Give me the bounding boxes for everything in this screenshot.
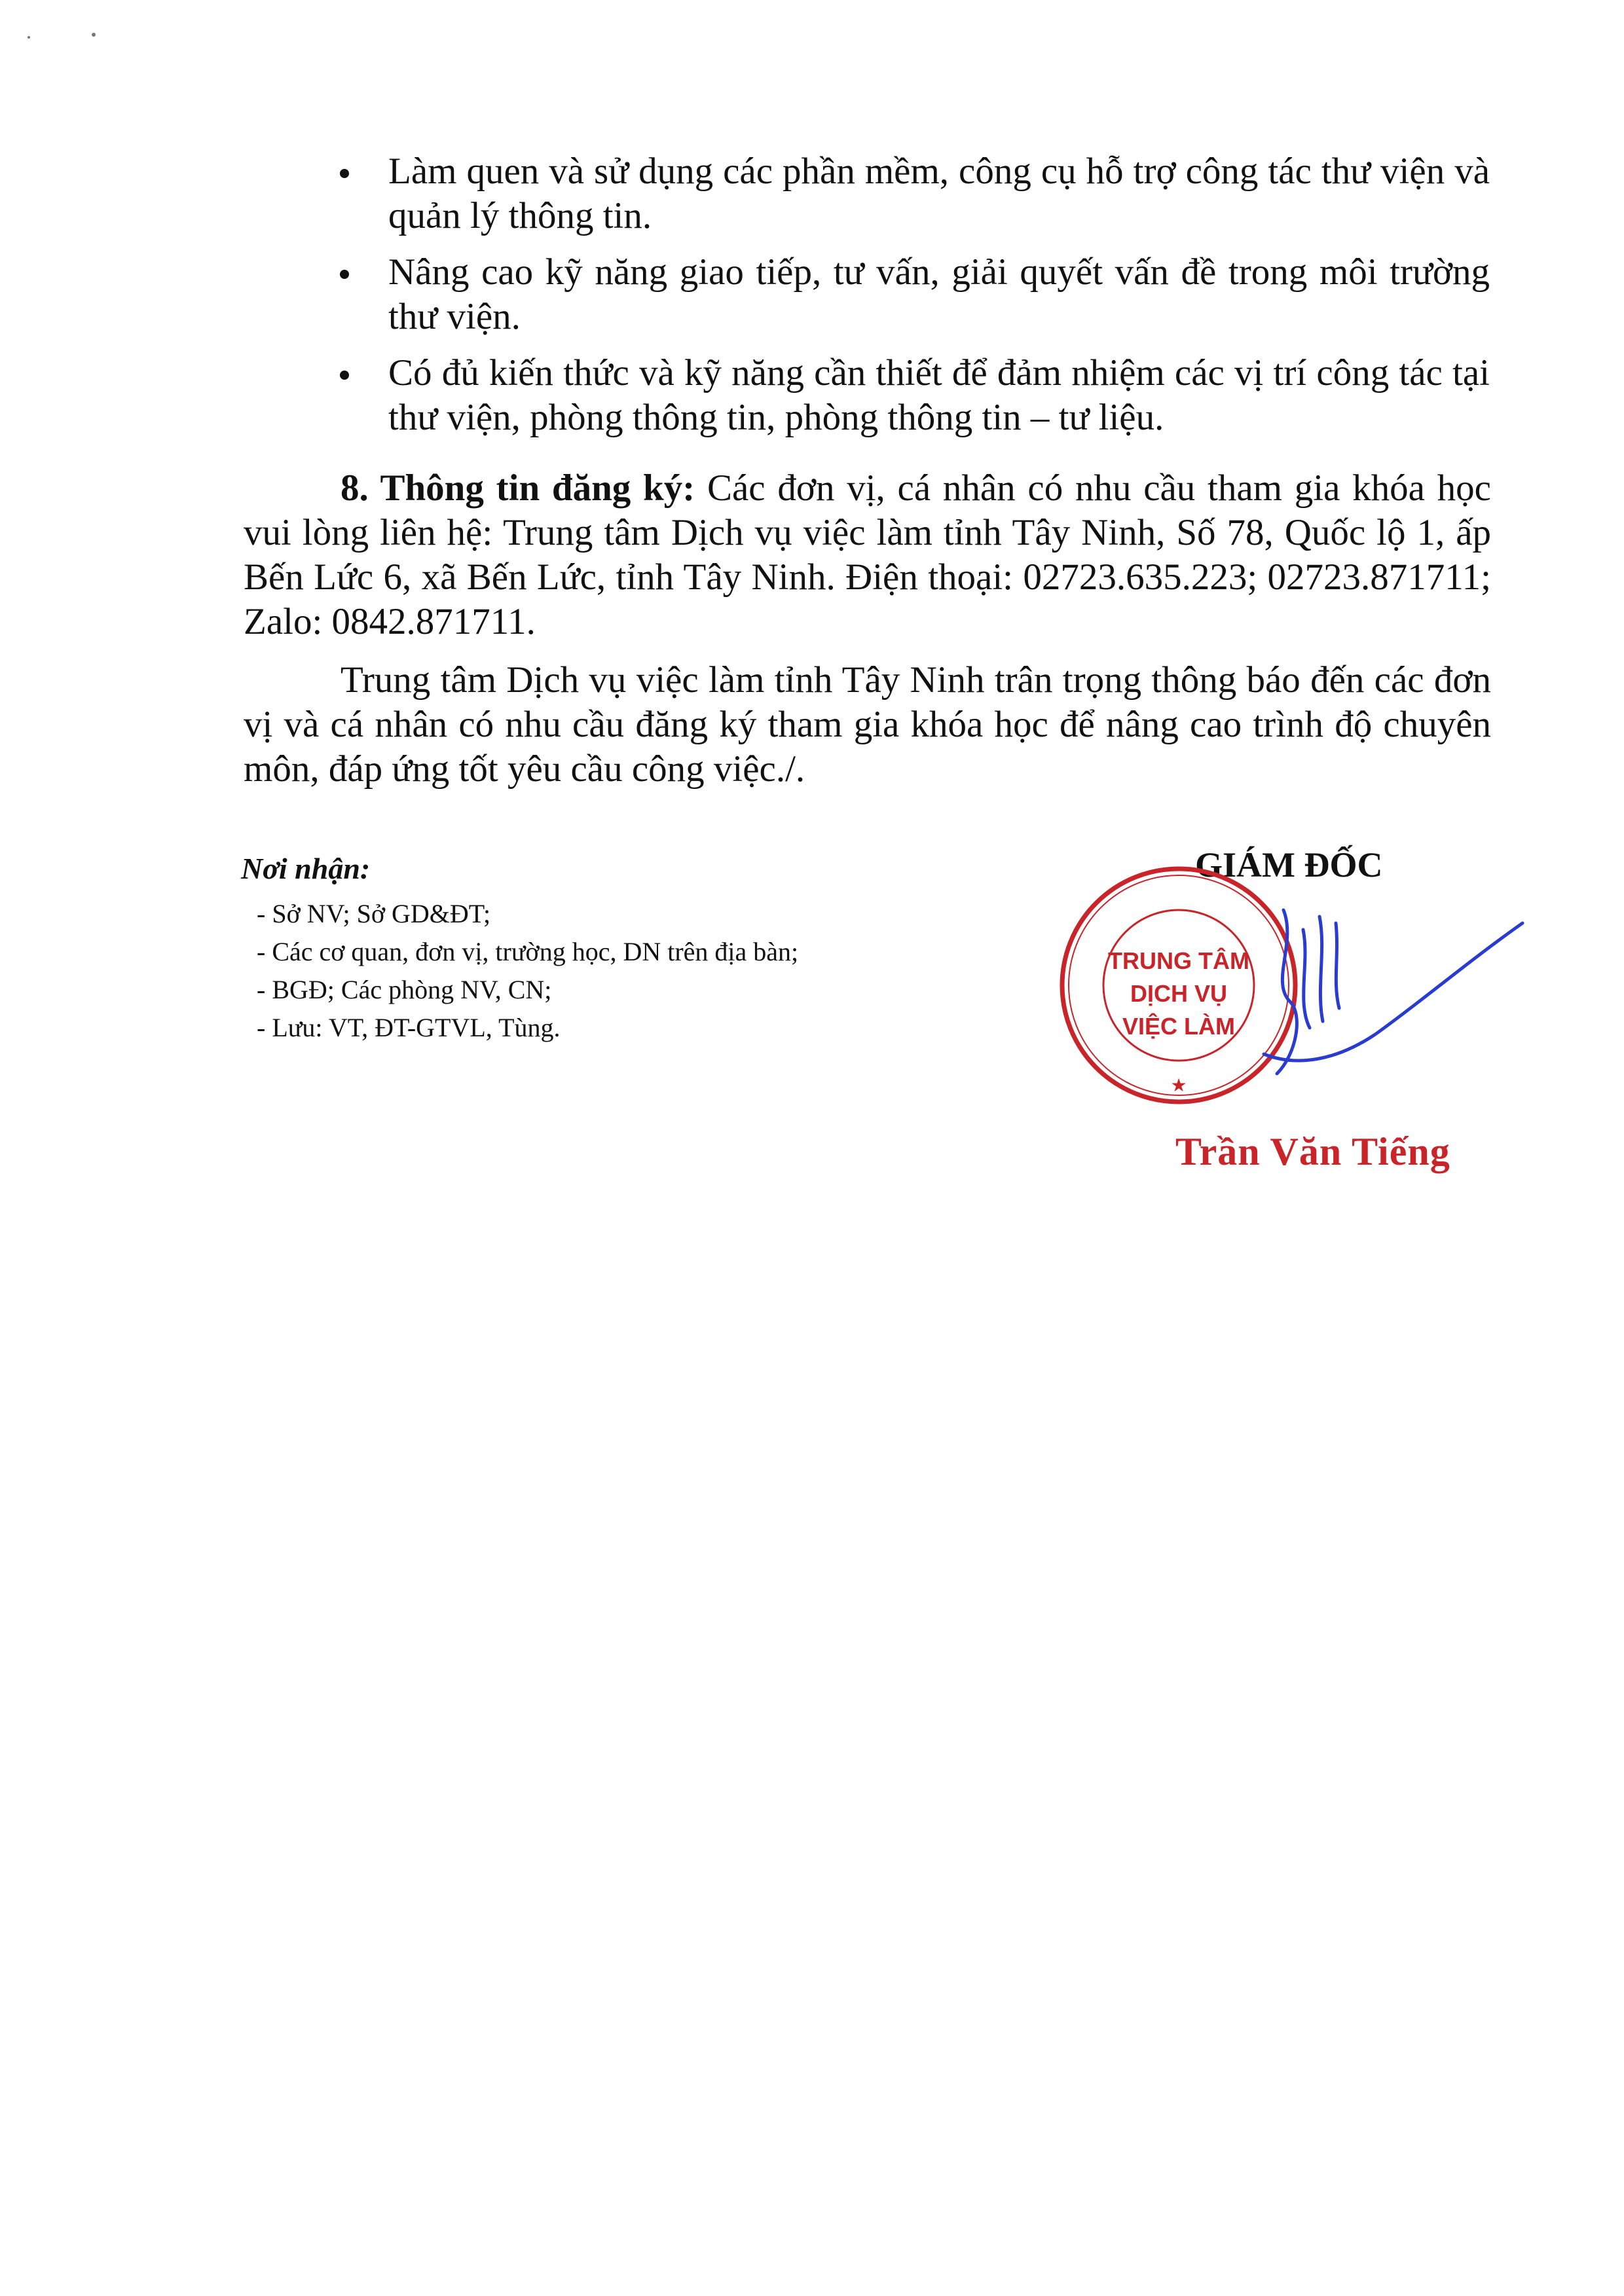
signer-name: Trần Văn Tiếng <box>1175 1130 1450 1173</box>
closing-paragraph: Trung tâm Dịch vụ việc làm tỉnh Tây Ninh trân trọng thông báo đến các đơn vị và cá nhân có nhu cầu đăng ký tham gia khóa học để nâng cao trình độ chuyên môn, đáp ứng tốt yêu cầu công việc./. <box>244 659 1491 790</box>
stamp-line: TRUNG TÂM <box>1108 947 1249 974</box>
recipients-title: Nơi nhận: <box>241 852 371 885</box>
stamp-line: DỊCH VỤ <box>1130 980 1228 1007</box>
list-item <box>331 149 1490 238</box>
bullet-dot <box>340 169 349 178</box>
signer-title: GIÁM ĐỐC <box>1195 845 1383 884</box>
list-item <box>331 351 1490 440</box>
registration-paragraph <box>244 466 1491 644</box>
section-heading: 8. Thông tin đăng ký: <box>341 467 695 509</box>
recipient-item: - Các cơ quan, đơn vị, trường học, DN trên địa bàn; <box>257 937 799 966</box>
recipient-item: - BGĐ; Các phòng NV, CN; <box>257 975 552 1004</box>
stamp-line: VIỆC LÀM <box>1122 1013 1236 1040</box>
scan-speck <box>28 36 30 39</box>
recipients-block <box>241 851 961 1047</box>
recipient-item: - Sở NV; Sở GD&ĐT; <box>257 899 491 928</box>
list-item-text: Làm quen và sử dụng các phần mềm, công cụ hỗ trợ công tác thư viện và quản lý thông tin. <box>388 151 1490 236</box>
bullet-dot <box>340 270 349 279</box>
list-item-text: Có đủ kiến thức và kỹ năng cần thiết để đảm nhiệm các vị trí công tác tại thư viện, phòng thông tin, phòng thông tin – tư liệu. <box>388 352 1490 438</box>
scan-speck <box>92 33 96 37</box>
list-item-text: Nâng cao kỹ năng giao tiếp, tư vấn, giải quyết vấn đề trong môi trường thư viện. <box>388 251 1490 337</box>
bullet-dot <box>340 371 349 380</box>
handwritten-signature <box>1257 903 1532 1113</box>
recipient-item: - Lưu: VT, ĐT-GTVL, Tùng. <box>257 1013 561 1042</box>
stamp-star-icon: ★ <box>1170 1074 1187 1096</box>
registration-text: Các đơn vị, cá nhân có nhu cầu tham gia khóa học vui lòng liên hệ: Trung tâm Dịch vụ việc làm tỉnh Tây Ninh, Số 78, Quốc lộ 1, ấp Bến Lức 6, xã Bến Lức, tỉnh Tây Ninh. Điện thoại: 02723.635.223; 02723.871711; Zalo: 0842.871711. <box>244 467 1491 642</box>
outcome-list <box>331 149 1490 452</box>
list-item <box>331 250 1490 339</box>
